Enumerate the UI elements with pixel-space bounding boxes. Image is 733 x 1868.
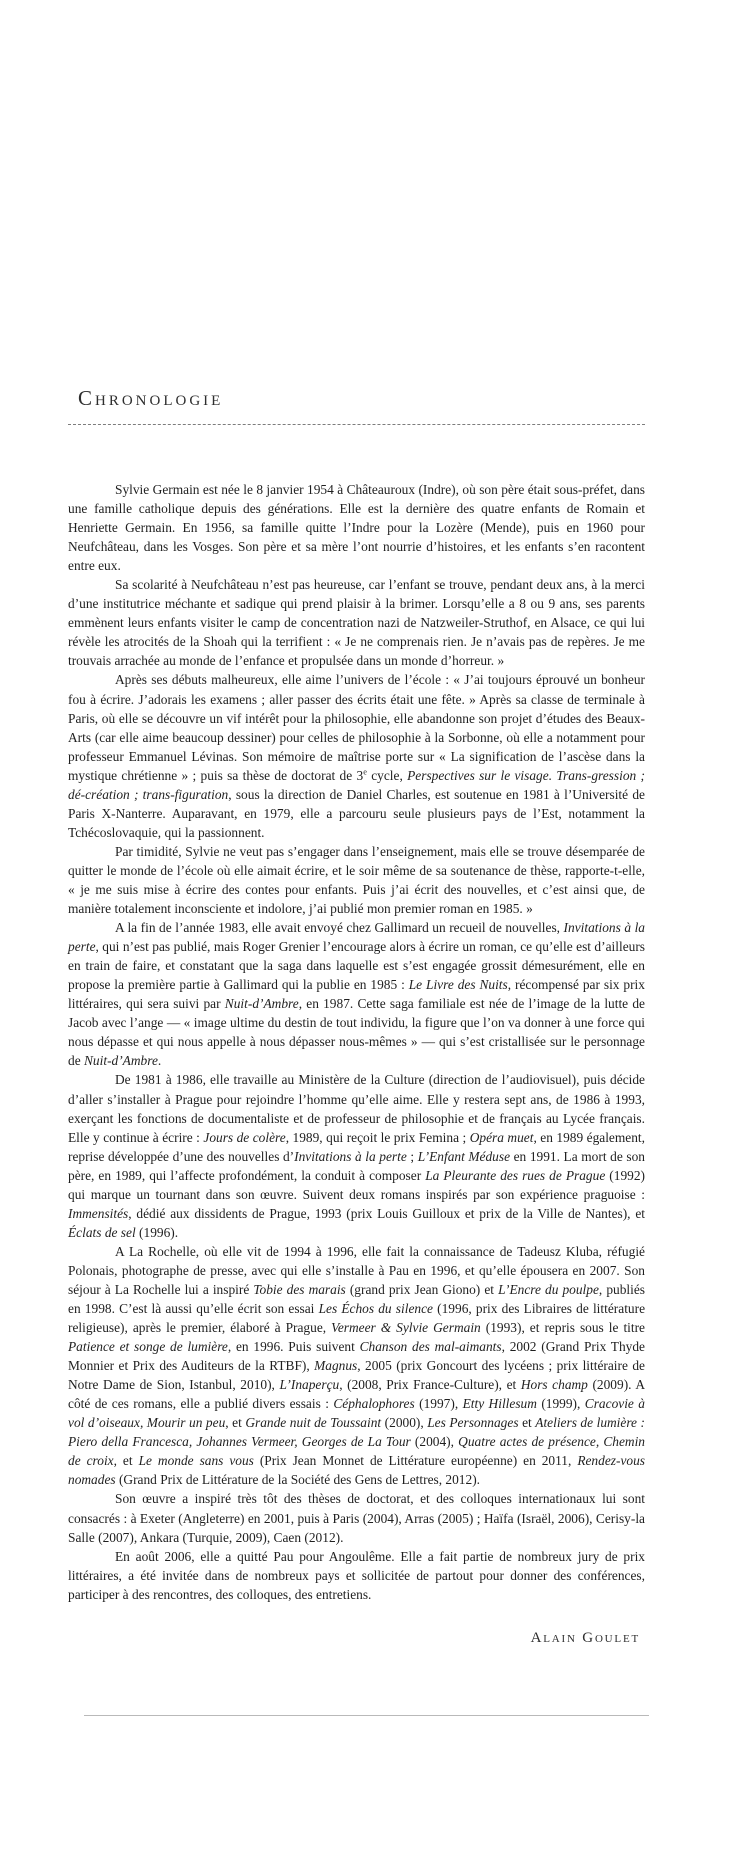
author-signature: Alain Goulet xyxy=(530,1630,640,1646)
paragraph: Après ses débuts malheureux, elle aime l’univers de l’école : « J’ai toujours éprouvé un bonheur fou à écrire. J’adorais les examens ; aller passer des écrits était une fête. » Après sa classe de terminale à Paris, où elle se découvre un vif intérêt pour la philosophie, elle abandonne son projet d’études des Beaux-Arts (car elle aime beaucoup dessiner) pour celles de philosophie à la Sorbonne, où elle a notamment pour professeur Emmanuel Lévinas. Son mémoire de maîtrise porte sur « La signification de l’ascèse dans la mystique chrétienne » ; puis sa thèse de doctorat de 3e cycle, Perspectives sur le visage. Trans-gression ; dé-création ; trans-figuration, sous la direction de Daniel Charles, est soutenue en 1981 à l’Université de Paris X-Nanterre. Auparavant, en 1979, elle a parcouru seule plusieurs pays de l’Est, notamment la Tchécoslovaquie, qui la passionnent. xyxy=(68,672,645,840)
footer-divider xyxy=(84,1715,649,1716)
paragraph: Sylvie Germain est née le 8 janvier 1954 à Châteauroux (Indre), où son père était sous-préfet, dans une famille catholique depuis des générations. Elle est la dernière des quatre enfants de Romain et Henriette Germain. En 1956, sa famille quitte l’Indre pour la Lozère (Mende), puis en 1960 pour Neufchâteau, dans les Vosges. Son père et sa mère l’ont nourrie d’histoires, et les enfants s’en racontent entre eux. xyxy=(68,482,645,574)
paragraph: Son œuvre a inspiré très tôt des thèses de doctorat, et des colloques internationaux lui sont consacrés : à Exeter (Angleterre) en 2001, puis à Paris (2004), Arras (2005) ; Haïfa (Israël, 2006), Cerisy-la Salle (2007), Ankara (Turquie, 2009), Caen (2012). xyxy=(68,1491,645,1545)
chronology-text xyxy=(68,480,645,1604)
dotted-divider xyxy=(68,424,645,425)
paragraph: A La Rochelle, où elle vit de 1994 à 1996, elle fait la connaissance de Tadeusz Kluba, réfugié Polonais, photographe de presse, avec qui elle s’installe à Pau en 1996, et qu’elle épousera en 2007. Son séjour à La Rochelle lui a inspiré Tobie des marais (grand prix Jean Giono) et L’Encre du poulpe, publiés en 1998. C’est là aussi qu’elle écrit son essai Les Échos du silence (1996, prix des Libraires de littérature religieuse), après le premier, élaboré à Prague, Vermeer & Sylvie Germain (1993), et repris sous le titre Patience et songe de lumière, en 1996. Puis suivent Chanson des mal-aimants, 2002 (Grand Prix Thyde Monnier et Prix des Auditeurs de la RTBF), Magnus, 2005 (prix Goncourt des lycéens ; prix littéraire de Notre Dame de Sion, Istanbul, 2010), L’Inaperçu, (2008, Prix France-Culture), et Hors champ (2009). A côté de ces romans, elle a publié divers essais : Céphalophores (1997), Etty Hillesum (1999), Cracovie à vol d’oiseaux, Mourir un peu, et Grande nuit de Toussaint (2000), Les Personnages et Ateliers de lumière : Piero della Francesca, Johannes Vermeer, Georges de La Tour (2004), Quatre actes de présence, Chemin de croix, et Le monde sans vous (Prix Jean Monnet de Littérature européenne) en 2011, Rendez-vous nomades (Grand Prix de Littérature de la Société des Gens de Lettres, 2012). xyxy=(68,1243,646,1488)
paragraph: Sa scolarité à Neufchâteau n’est pas heureuse, car l’enfant se trouve, pendant deux ans, à la merci d’une institutrice méchante et sadique qui prend plaisir à la brimer. Lorsqu’elle a 8 ou 9 ans, ses parents emmènent leurs enfants visiter le camp de concentration nazi de Natzweiler-Struthof, en Alsace, ce qui lui révèle les atrocités de la Shoah qui la terrifient : « Je ne comprenais rien. Je n’avais pas de repères. Je me trouvais arrachée au monde de l’enfance et propulsée dans un monde d’horreur. » xyxy=(68,577,645,669)
page-title: Chronologie xyxy=(78,386,224,410)
paragraph: De 1981 à 1986, elle travaille au Ministère de la Culture (direction de l’audiovisuel), puis décide d’aller s’installer à Prague pour rejoindre l’homme qu’elle aime. Elle y restera sept ans, de 1986 à 1993, exerçant les fonctions de documentaliste et de professeur de philosophie et de français au Lycée français. Elle y continue à écrire : Jours de colère, 1989, qui reçoit le prix Femina ; Opéra muet, en 1989 également, reprise développée d’une des nouvelles d’Invitations à la perte ; L’Enfant Méduse en 1991. La mort de son père, en 1989, qui l’affecte profondément, la conduit à composer La Pleurante des rues de Prague (1992) qui marque un tournant dans son œuvre. Suivent deux romans inspirés par son expérience praguoise : Immensités, dédié aux dissidents de Prague, 1993 (prix Louis Guilloux et prix de la Ville de Nantes), et Éclats de sel (1996). xyxy=(68,1072,646,1240)
paragraph: Par timidité, Sylvie ne veut pas s’engager dans l’enseignement, mais elle se trouve désemparée de quitter le monde de l’école où elle aimait écrire, et le soir même de sa soutenance de thèse, rapporte-t-elle, « je me suis mise à écrire des contes pour enfants. Puis j’ai écrit des nouvelles, et c’est ainsi que, de manière totalement inconsciente et indolore, j’ai publié mon premier roman en 1985. » xyxy=(68,843,645,917)
paragraph: A la fin de l’année 1983, elle avait envoyé chez Gallimard un recueil de nouvelles, Invitations à la perte, qui n’est pas publié, mais Roger Grenier l’encourage alors à écrire un roman, ce qu’elle est d’ailleurs en train de faire, et constatant que la saga dans laquelle est s’est engagée grossit démesurément, elle en propose la première partie à Gallimard qui la publie en 1985 : Le Livre des Nuits, récompensé par six prix littéraires, qui sera suivi par Nuit-d’Ambre, en 1987. Cette saga familiale est née de l’image de la lutte de Jacob avec l’ange — « image ultime du destin de tout individu, la figure que l’on va donner à une force qui nous dépasse et qui nous appelle à nous dépasser nous-mêmes » — qui s’est cristallisée sur le personnage de Nuit-d’Ambre. xyxy=(68,920,645,1069)
paragraph: En août 2006, elle a quitté Pau pour Angoulême. Elle a fait partie de nombreux jury de prix littéraires, a été invitée dans de nombreux pays et sollicitée de partout pour donner des conférences, participer à des rencontres, des colloques, des entretiens. xyxy=(68,1548,645,1602)
